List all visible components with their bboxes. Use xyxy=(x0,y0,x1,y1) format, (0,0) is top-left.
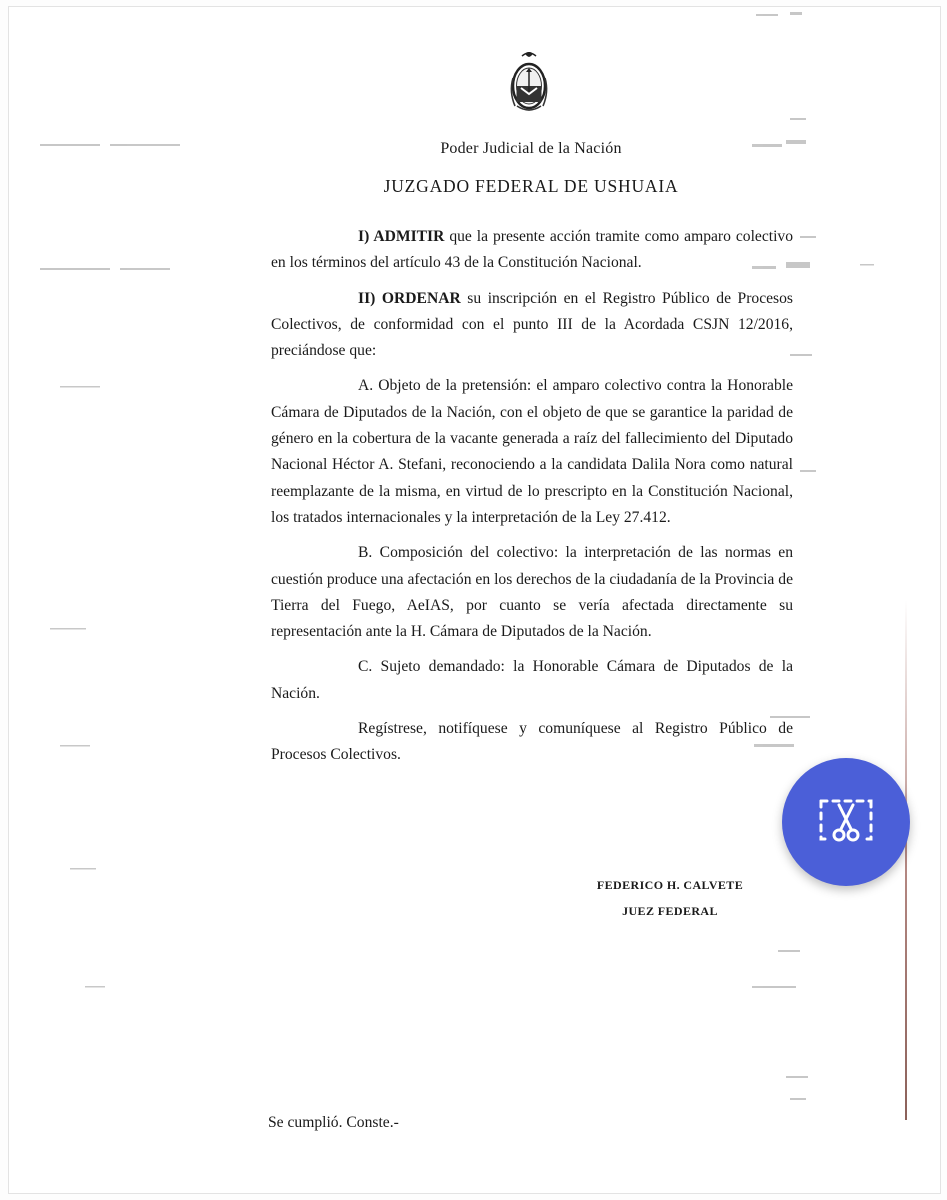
paragraph-lead: II) ORDENAR xyxy=(358,289,461,307)
institution-name: Poder Judicial de la Nación xyxy=(440,140,622,157)
paragraph-ordenar xyxy=(271,286,793,365)
signature-block xyxy=(540,872,800,924)
judge-title: JUEZ FEDERAL xyxy=(622,904,718,918)
page-edge-shadow xyxy=(905,600,907,1120)
paragraph-admitir xyxy=(271,224,793,277)
paragraph-registrese: Regístrese, notifíquese y comuníquese al Registro Público de Procesos Colectivos. xyxy=(271,720,793,764)
court-name: JUZGADO FEDERAL DE USHUAIA xyxy=(383,176,679,196)
paragraph-text: su inscripción en el Registro Público de Procesos Colectivos, de conformidad con el punto III de la Acordada CSJN 12/2016, preciándose que: xyxy=(271,289,793,360)
national-seal-icon xyxy=(505,48,553,118)
paragraph-sujeto: C. Sujeto demandado: la Honorable Cámara de Diputados de la Nación. xyxy=(271,658,793,702)
screenshot-capture-button[interactable] xyxy=(782,758,910,886)
judge-name: FEDERICO H. CALVETE xyxy=(596,878,744,892)
court-header xyxy=(0,176,947,197)
paragraph-composicion: B. Composición del colectivo: la interpretación de las normas en cuestión produce una afectación en los derechos de la ciudadanía de la Provincia de Tierra del Fuego, AeIAS, por cuanto se vería afectada directamente su representación ante la H. Cámara de Diputados de la Nación. xyxy=(271,544,793,641)
institution-header xyxy=(0,140,947,158)
footer-note: Se cumplió. Conste.- xyxy=(268,1114,399,1131)
paragraph-text: que la presente acción tramite como amparo colectivo en los términos del artículo 43 de la Constitución Nacional. xyxy=(271,228,793,272)
screenshot-scissors-icon xyxy=(817,797,875,847)
paragraph-lead: I) ADMITIR xyxy=(358,228,445,245)
resolution-body xyxy=(271,224,793,778)
paragraph-objeto: A. Objeto de la pretensión: el amparo colectivo contra la Honorable Cámara de Diputados de la Nación, con el objeto de que se garantice la paridad de género en la cobertura de la vacante generada a raíz del fallecimiento del Diputado Nacional Héctor A. Stefani, reconociendo a la candidata Dalila Nora como natural reemplazante de la misma, en virtud de lo prescripto en la Constitución Nacional, los tratados internacionales y la interpretación de la Ley 27.412. xyxy=(271,377,793,526)
